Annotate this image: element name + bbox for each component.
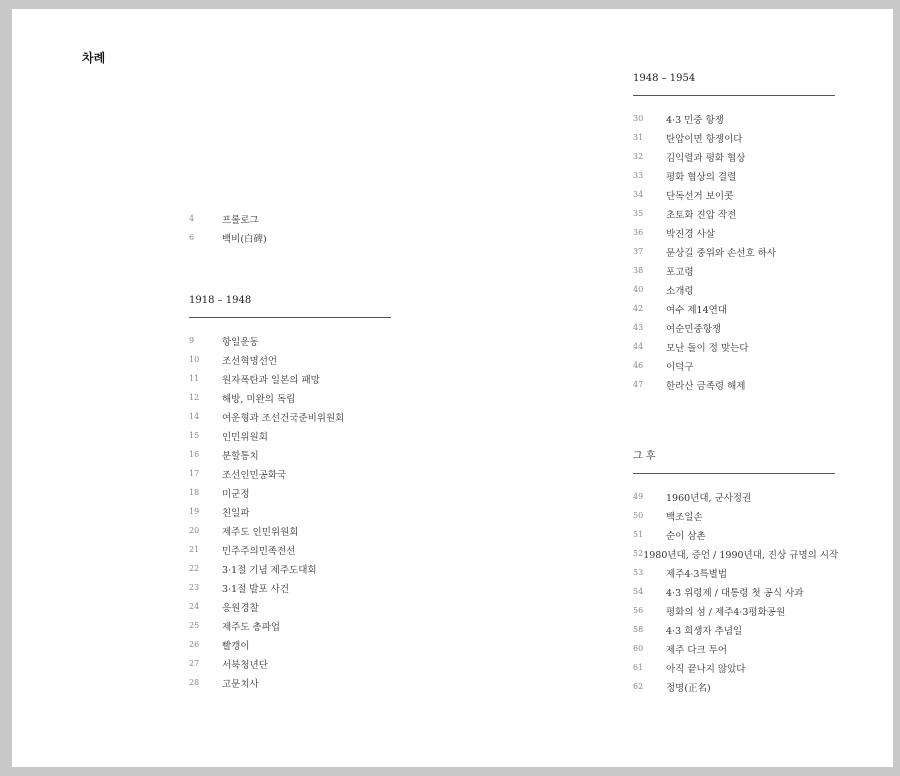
toc-entry[interactable] [189,426,391,445]
entry-label: 원자폭탄과 일본의 패망 [222,374,320,386]
toc-entry[interactable] [189,559,391,578]
toc-entry[interactable] [633,337,835,356]
page-number: 61 [633,663,644,672]
page-number: 38 [633,266,644,275]
section-1948-1954 [633,73,835,394]
toc-entry[interactable] [189,654,391,673]
page-number: 19 [189,507,200,516]
toc-entry[interactable] [633,639,835,658]
page-number: 58 [633,625,644,634]
page-number: 33 [633,171,644,180]
toc-entry[interactable] [189,228,267,247]
toc-entry[interactable] [633,375,835,394]
section-heading: 1948 – 1954 [633,73,835,96]
page-number: 46 [633,361,644,370]
page-number: 16 [189,450,200,459]
entry-label: 순이 삼촌 [666,530,706,542]
page-number: 17 [189,469,200,478]
entry-label: 문상길 중위와 손선호 하사 [666,247,777,259]
page-number: 4 [189,214,195,223]
page-number: 11 [189,374,200,383]
page-number: 56 [633,606,644,615]
entry-label: 여수 제14연대 [666,304,727,316]
entry-label: 빨갱이 [222,640,250,652]
toc-entry[interactable] [633,487,835,506]
entry-label: 4·3 희생자 추념일 [666,625,743,637]
entry-label: 친일파 [222,507,250,519]
prologue-section [189,209,267,247]
toc-entry[interactable] [189,521,391,540]
entry-label: 제주도 인민위원회 [222,526,299,538]
toc-entry[interactable] [633,601,835,620]
page-number: 20 [189,526,200,535]
entry-label: 평화 협상의 결렬 [666,171,737,183]
page-number: 31 [633,133,644,142]
entry-label: 프롤로그 [222,214,259,226]
toc-entry[interactable] [633,658,835,677]
entry-label: 조선혁명선언 [222,355,278,367]
toc-entry[interactable] [633,242,835,261]
entry-label: 박진경 사살 [666,228,715,240]
entry-label: 1980년대, 증언 / 1990년대, 진상 규명의 시작 [643,549,839,561]
entry-label: 김익렬과 평화 협상 [666,152,746,164]
page-number: 23 [189,583,200,592]
toc-entry[interactable] [633,223,835,242]
toc-entry[interactable] [189,502,391,521]
toc-entry[interactable] [189,616,391,635]
entry-label: 포고령 [666,266,694,278]
toc-entry[interactable] [633,166,835,185]
page-number: 30 [633,114,644,123]
entry-label: 조선인민공화국 [222,469,287,481]
toc-entry[interactable] [633,318,835,337]
toc-entry[interactable] [633,128,835,147]
entry-label: 제주 다크 투어 [666,644,728,656]
toc-entry[interactable] [189,540,391,559]
entry-label: 응원경찰 [222,602,259,614]
toc-entry[interactable] [633,261,835,280]
entry-label: 4·3 위령제 / 대통령 첫 공식 사과 [666,587,804,599]
entry-label: 미군정 [222,488,250,500]
page-number: 9 [189,336,195,345]
entry-label: 해방, 미완의 독립 [222,393,296,405]
toc-entry[interactable] [189,635,391,654]
page-number: 44 [633,342,644,351]
toc-entry[interactable] [633,299,835,318]
section-heading: 그 후 [633,447,835,474]
page-number: 27 [189,659,200,668]
page-number: 52 [633,549,644,558]
toc-title: 차례 [82,51,106,65]
section-heading: 1918 – 1948 [189,295,391,318]
page-number: 43 [633,323,644,332]
entry-label: 민주주의민족전선 [222,545,296,557]
toc-entry[interactable] [189,209,267,228]
toc-entry[interactable] [633,147,835,166]
page-number: 60 [633,644,644,653]
entry-label: 탄압이면 항쟁이다 [666,133,743,145]
toc-entry[interactable] [633,677,835,696]
page-number: 26 [189,640,200,649]
toc-entry[interactable] [633,280,835,299]
section-aftermath [633,447,839,696]
toc-entry[interactable] [189,369,391,388]
toc-entry[interactable] [633,506,835,525]
page-number: 14 [189,412,200,421]
entry-label: 초토화 진압 작전 [666,209,737,221]
section-1918-1948 [189,295,391,692]
page-number: 36 [633,228,644,237]
page-number: 18 [189,488,200,497]
page-number: 6 [189,233,195,242]
entry-label: 평화의 섬 / 제주4·3평화공원 [666,606,786,618]
entry-label: 분할통치 [222,450,259,462]
page-number: 54 [633,587,644,596]
entry-label: 한라산 금족령 해제 [666,380,746,392]
page-number: 22 [189,564,200,573]
page-number: 51 [633,530,644,539]
entry-label: 4·3 민중 항쟁 [666,114,724,126]
entry-label: 고문치사 [222,678,259,690]
entry-label: 여운형과 조선건국준비위원회 [222,412,345,424]
page-number: 49 [633,492,644,501]
entry-label: 3·1절 기념 제주도대회 [222,564,317,576]
page-number: 21 [189,545,200,554]
page-number: 15 [189,431,200,440]
page-number: 32 [633,152,644,161]
toc-entry[interactable] [189,331,391,350]
entry-label: 여순민중항쟁 [666,323,722,335]
toc-entry[interactable] [633,582,835,601]
toc-entry[interactable] [633,185,835,204]
page-number: 28 [189,678,200,687]
toc-entry[interactable] [189,483,391,502]
toc-entry[interactable] [189,464,391,483]
entry-label: 항일운동 [222,336,259,348]
entry-label: 아직 끝나지 않았다 [666,663,746,675]
entry-label: 제주4·3특별법 [666,568,727,580]
entry-label: 단독선거 보이콧 [666,190,734,202]
entry-label: 소개령 [666,285,694,297]
toc-entry[interactable] [633,563,835,582]
toc-entry[interactable] [189,350,391,369]
page-number: 25 [189,621,200,630]
page-number: 37 [633,247,644,256]
entry-label: 서북청년단 [222,659,268,671]
page-number: 62 [633,682,644,691]
toc-entry[interactable] [633,204,835,223]
page-number: 24 [189,602,200,611]
page-number: 35 [633,209,644,218]
toc-entry[interactable] [189,578,391,597]
page-number: 47 [633,380,644,389]
toc-entry[interactable] [633,620,835,639]
entry-label: 1960년대, 군사정권 [666,492,752,504]
entry-label: 인민위원회 [222,431,268,443]
page-number: 50 [633,511,644,520]
page-number: 12 [189,393,200,402]
entry-label: 백비(白碑) [222,233,267,245]
toc-entry[interactable] [189,445,391,464]
toc-entry[interactable] [633,356,835,375]
toc-entry[interactable] [189,673,391,692]
toc-entry[interactable] [633,525,835,544]
entry-label: 이덕구 [666,361,694,373]
entry-label: 모난 돌이 정 맞는다 [666,342,749,354]
toc-entry[interactable] [189,407,391,426]
toc-entry[interactable] [633,544,839,563]
page-number: 40 [633,285,644,294]
entry-label: 정명(正名) [666,682,711,694]
toc-entry[interactable] [633,109,835,128]
entry-label: 제주도 총파업 [222,621,281,633]
entry-label: 백조일손 [666,511,703,523]
entry-label: 3·1절 발포 사건 [222,583,290,595]
toc-entry[interactable] [189,388,391,407]
page-number: 53 [633,568,644,577]
toc-entry[interactable] [189,597,391,616]
page-number: 34 [633,190,644,199]
book-page [12,9,893,767]
page-number: 42 [633,304,644,313]
page-number: 10 [189,355,200,364]
